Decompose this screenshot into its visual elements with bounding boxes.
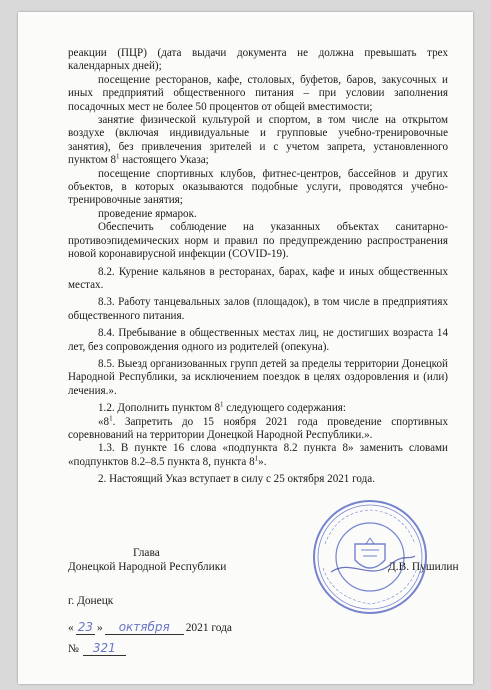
official-seal-stamp (311, 498, 429, 616)
paragraph: занятие физической культурой и спортом, в том числе на открытом воздухе (включая индивидуальные и групповые учебно-тренировочные занятия), без привлечения зрителей и с учетом запрета, установленного пунктом $8^1$ настоящего Указа; (68, 114, 448, 167)
paragraph: Обеспечить соблюдение на указанных объектах санитарно-противоэпидемических норм и правил по предупреждению распространения новой коронавирусной инфекции (COVID-19). (68, 221, 448, 261)
paragraph: 1.3. В пункте 16 слова «подпункта 8.2 пункта 8» заменить словами «подпунктов 8.2–8.5 пункта 8, пункта $8^1$». (68, 442, 448, 468)
paragraph: 8.5. Выезд организованных групп детей за пределы территории Донецкой Народной Республики, за исключением поездок в целях оздоровления и (или) лечения.». (68, 357, 448, 397)
paragraph: 1.2. Дополнить пунктом $8^1$ следующего содержания: (98, 400, 346, 415)
paragraph: 8.2. Курение кальянов в ресторанах, барах, кафе и иных общественных местах. (68, 265, 448, 291)
date-day-handwritten: 23 (77, 620, 93, 634)
signature-organization: Донецкой Народной Республики (68, 561, 227, 573)
paragraph: 8.3. Работу танцевальных залов (площадок), в том числе в предприятиях общественного питания. (68, 296, 448, 322)
issue-date (68, 620, 232, 635)
date-open-quote: « (68, 622, 74, 634)
paragraph: посещение ресторанов, кафе, столовых, буфетов, баров, закусочных и иных предприятий общественного питания – при условии заполнения посадочных мест не более 50 процентов от общей вместимости; (68, 73, 448, 113)
paragraph: «$8^1$. Запретить до 15 ноября 2021 года проведение спортивных соревнований на территории Донецкой Народной Республики.». (68, 413, 448, 441)
paragraph: реакции (ПЦР) (дата выдачи документа не должна превышать трех календарных дней); (68, 47, 448, 73)
date-close-quote: » (96, 622, 103, 634)
issue-place: г. Донецк (68, 595, 114, 607)
decree-number (68, 641, 126, 656)
paragraph: посещение спортивных клубов, фитнес-центров, бассейнов и других объектов, в которых оказываются подобные услуги, проводятся учебно-тренировочные занятия; (68, 167, 448, 207)
signature-name: Д.В. Пушилин (388, 561, 459, 573)
paragraph: 2. Настоящий Указ вступает в силу с 25 октября 2021 года. (98, 473, 375, 486)
date-month-handwritten: октября (105, 620, 184, 635)
paragraph: 8.4. Пребывание в общественных местах лиц, не достигших возраста 14 лет, без сопровождения одного из родителей (опекуна). (68, 327, 448, 353)
date-year: 2021 года (185, 622, 232, 634)
number-prefix: № (68, 643, 79, 655)
signature-title: Глава (133, 547, 160, 559)
document-page (18, 12, 473, 684)
number-handwritten: 321 (83, 641, 126, 656)
decree-body (68, 47, 448, 487)
paragraph: проведение ярмарок. (98, 207, 197, 220)
